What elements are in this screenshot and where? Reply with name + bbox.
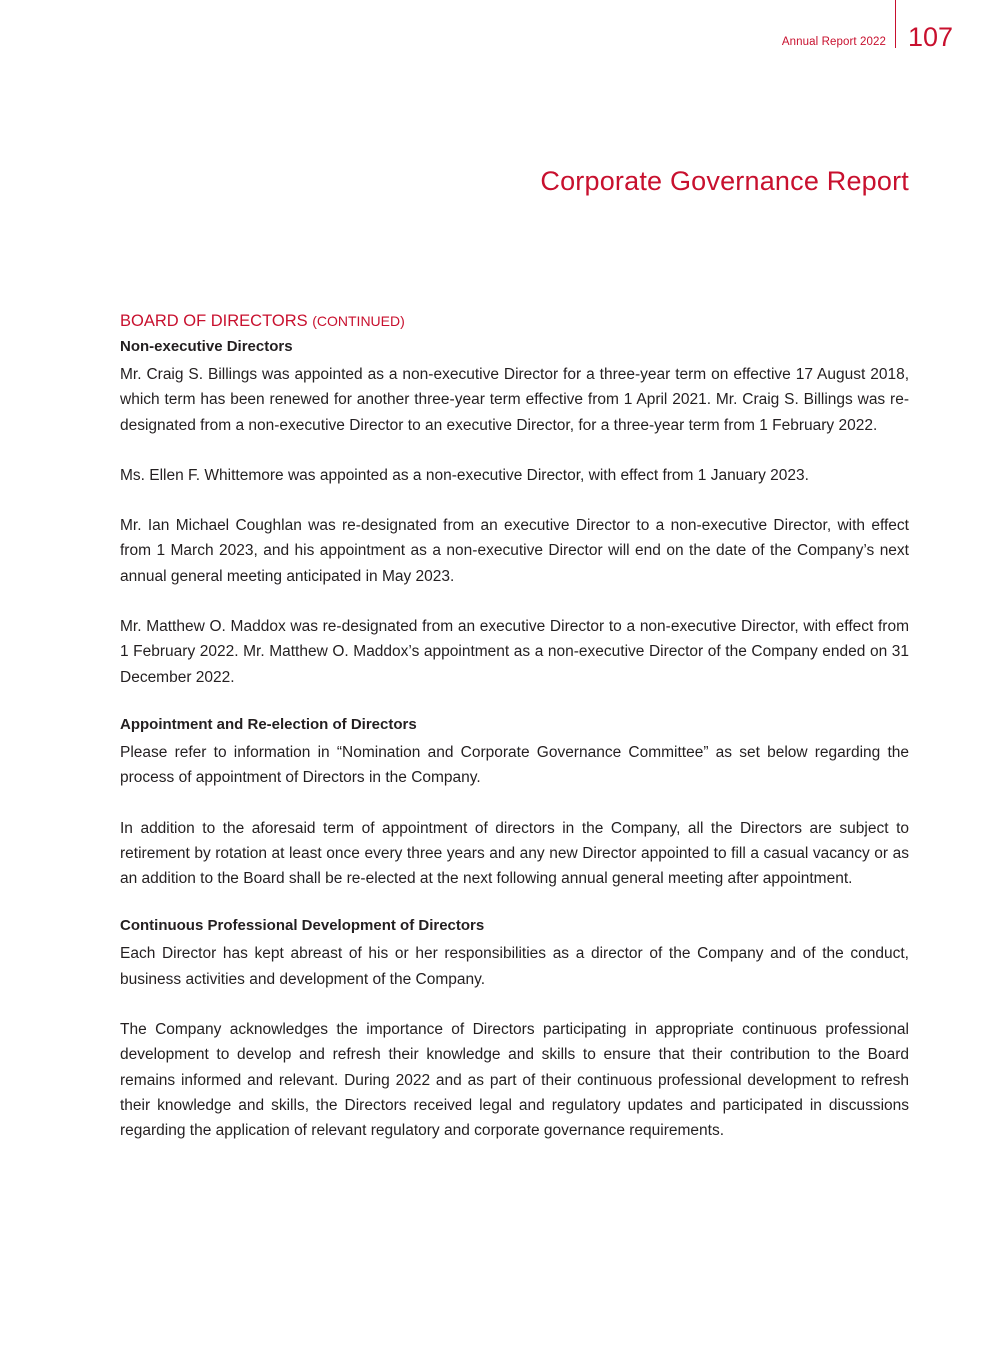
page-title: Corporate Governance Report [540,166,909,196]
non-executive-heading: Non-executive Directors [120,338,293,355]
paragraph: In addition to the aforesaid term of appointment of directors in the Company, all the Directors are subject to retirement by rotation at least once every three years and any new Director appointed to fill a casual vacancy or as an addition to the Board shall be re-elected at the next following annual general meeting after appointment. [120,819,909,888]
paragraph: Each Director has kept abreast of his or her responsibilities as a director of the Company and of the conduct, business activities and development of the Company. [120,945,909,988]
paragraph: Mr. Craig S. Billings was appointed as a non-executive Director for a three-year term on effective 17 August 2018, which term has been renewed for another three-year term effective from 1 April 2021. Mr. Craig S. Billings was re-designated from a non-executive Director to an executive Director, for a three-year term from 1 February 2022. [120,366,909,434]
report-label: Annual Report 2022 [781,36,886,48]
section-heading [120,310,909,332]
header-divider [895,0,896,48]
paragraph: Mr. Matthew O. Maddox was re-designated from an executive Director to a non-executive Director, with effect from 1 February 2022. Mr. Matthew O. Maddox’s appointment as a non-executive Director of the Company ended on 31 December 2022. [120,618,909,686]
appointment-heading: Appointment and Re-election of Directors [120,715,417,733]
development-heading: Continuous Professional Development of Directors [120,917,485,935]
paragraph: Please refer to information in “Nomination and Corporate Governance Committee” as set below regarding the process of appointment of Directors in the Company. [120,743,909,787]
paragraph: The Company acknowledges the importance of Directors participating in appropriate continuous professional development to develop and refresh their knowledge and skills to ensure that their contribution to the Board remains informed and relevant. During 2022 and as part of their continuous professional development to refresh their knowledge and skills, the Directors received legal and regulatory updates and participated in discussions regarding the application of relevant regulatory and corporate governance requirements. [120,1021,909,1140]
paragraph: Ms. Ellen F. Whittemore was appointed as a non-executive Director, with effect from 1 January 2023. [120,466,809,484]
section-heading-text: BOARD OF DIRECTORS [120,312,308,330]
main-content [120,310,909,1169]
page-number: 107 [908,22,954,52]
section-heading-suffix: (CONTINUED) [312,313,405,329]
paragraph: Mr. Ian Michael Coughlan was re-designated from an executive Director to a non-executive Director, with effect from 1 March 2023, and his appointment as a non-executive Director will end on the date of the Company’s next annual general meeting anticipated in May 2023. [120,517,909,585]
